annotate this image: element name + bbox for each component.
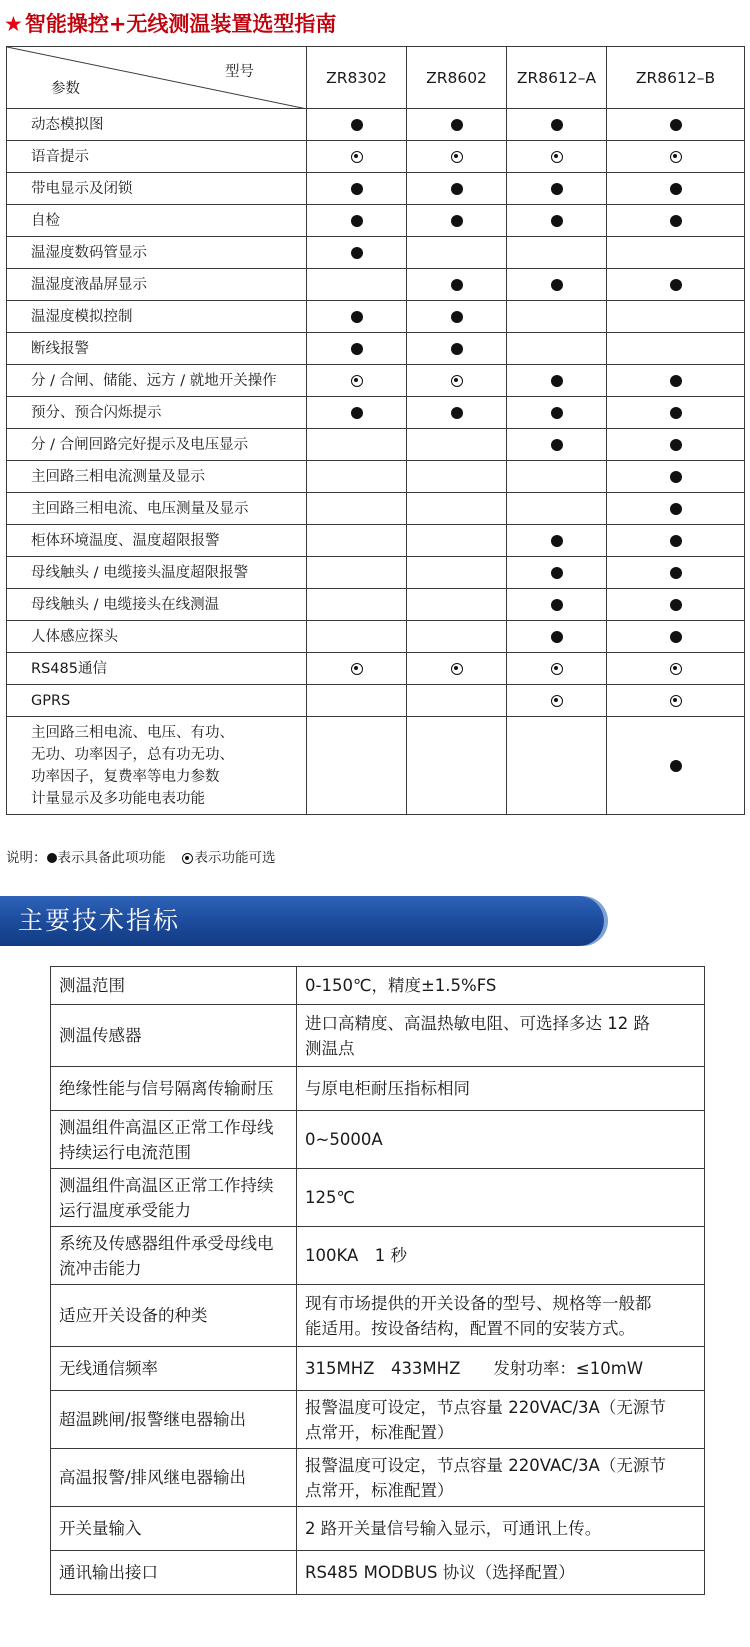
filled-dot-icon [351, 311, 363, 323]
table-row [7, 685, 745, 717]
filled-dot-icon [451, 183, 463, 195]
spec-row [51, 1551, 705, 1595]
spec-row [51, 1391, 705, 1449]
table-row [7, 429, 745, 461]
spec-value-line: 点常开，标准配置） [305, 1422, 454, 1442]
feature-label: RS485通信 [7, 653, 307, 685]
filled-dot-icon [551, 375, 563, 387]
spec-value-line: 报警温度可设定，节点容量 220VAC/3A（无源节 [305, 1455, 666, 1475]
feature-label: 温湿度模拟控制 [7, 301, 307, 333]
feature-mark-cell [607, 141, 745, 173]
filled-dot-icon [670, 599, 682, 611]
optional-circle-icon [670, 663, 682, 675]
feature-mark-cell [507, 621, 607, 653]
table-row [7, 237, 745, 269]
spec-key-line: 测温组件高温区正常工作母线 [59, 1117, 274, 1137]
feature-label: 母线触头 / 电缆接头在线测温 [7, 589, 307, 621]
feature-label: 语音提示 [7, 141, 307, 173]
spec-key-line: 流冲击能力 [59, 1258, 142, 1278]
feature-mark-cell [507, 717, 607, 815]
feature-mark-cell [307, 109, 407, 141]
feature-mark-cell [307, 397, 407, 429]
feature-mark-cell [607, 205, 745, 237]
filled-dot-icon [670, 760, 682, 772]
filled-dot-icon [670, 407, 682, 419]
filled-dot-icon [670, 471, 682, 483]
feature-label: 温湿度液晶屏显示 [7, 269, 307, 301]
table-row [7, 589, 745, 621]
filled-dot-icon [351, 247, 363, 259]
optional-circle-icon [670, 695, 682, 707]
filled-dot-icon [670, 503, 682, 515]
filled-dot-icon [551, 567, 563, 579]
spec-row [51, 967, 705, 1005]
spec-key [51, 1391, 297, 1449]
spec-value-line: 进口高精度、高温热敏电阻、可选择多达 12 路 [305, 1013, 650, 1033]
feature-mark-cell [507, 653, 607, 685]
optional-circle-icon [351, 151, 363, 163]
optional-circle-icon [351, 663, 363, 675]
feature-mark-cell [307, 365, 407, 397]
spec-value [297, 1551, 705, 1595]
filled-dot-icon [551, 407, 563, 419]
spec-key-line: 测温传感器 [59, 1026, 142, 1045]
spec-key [51, 1005, 297, 1067]
table-row [7, 493, 745, 525]
feature-mark-cell [307, 333, 407, 365]
feature-mark-cell [407, 173, 507, 205]
filled-dot-icon [551, 119, 563, 131]
spec-key [51, 967, 297, 1005]
spec-value-line: 报警温度可设定，节点容量 220VAC/3A（无源节 [305, 1397, 666, 1417]
filled-dot-icon [670, 375, 682, 387]
model-header: ZR8302 [307, 47, 407, 109]
feature-mark-cell [407, 365, 507, 397]
optional-circle-icon [451, 375, 463, 387]
spec-value [297, 1391, 705, 1449]
filled-dot-icon [451, 407, 463, 419]
feature-mark-cell [507, 493, 607, 525]
feature-mark-cell [307, 589, 407, 621]
feature-label: 带电显示及闭锁 [7, 173, 307, 205]
filled-dot-icon [670, 215, 682, 227]
diagonal-header-cell [7, 47, 307, 109]
spec-value [297, 1285, 705, 1347]
feature-mark-cell [607, 461, 745, 493]
feature-mark-cell [307, 685, 407, 717]
spec-key [51, 1067, 297, 1111]
spec-key [51, 1507, 297, 1551]
spec-key [51, 1285, 297, 1347]
spec-key [51, 1169, 297, 1227]
feature-mark-cell [607, 269, 745, 301]
spec-key-line: 持续运行电流范围 [59, 1142, 191, 1162]
spec-value-line: 点常开，标准配置） [305, 1480, 454, 1500]
spec-key-line: 高温报警/排风继电器输出 [59, 1468, 247, 1487]
spec-value-line: 0~5000A [305, 1130, 383, 1149]
table-row [7, 109, 745, 141]
feature-mark-cell [407, 333, 507, 365]
filled-dot-icon [670, 535, 682, 547]
spec-row [51, 1507, 705, 1551]
feature-mark-cell [607, 173, 745, 205]
feature-mark-cell [307, 461, 407, 493]
feature-mark-cell [307, 525, 407, 557]
table-row [7, 173, 745, 205]
table-row [7, 717, 745, 815]
legend [6, 846, 276, 866]
feature-mark-cell [507, 557, 607, 589]
feature-mark-cell [307, 621, 407, 653]
filled-dot-icon [451, 311, 463, 323]
selection-table [6, 46, 745, 815]
feature-mark-cell [507, 429, 607, 461]
spec-row [51, 1067, 705, 1111]
table-row [7, 653, 745, 685]
feature-mark-cell [307, 237, 407, 269]
feature-mark-cell [607, 493, 745, 525]
feature-label: 人体感应探头 [7, 621, 307, 653]
spec-row [51, 1347, 705, 1391]
feature-label-line: 主回路三相电流、电压、有功、 [31, 724, 234, 741]
feature-label: 分 / 合闸回路完好提示及电压显示 [7, 429, 307, 461]
feature-mark-cell [607, 333, 745, 365]
spec-value [297, 1449, 705, 1507]
feature-mark-cell [607, 237, 745, 269]
feature-mark-cell [507, 333, 607, 365]
model-header: ZR8612–A [507, 47, 607, 109]
feature-mark-cell [407, 493, 507, 525]
feature-mark-cell [407, 525, 507, 557]
table-header-row [7, 47, 745, 109]
feature-mark-cell [507, 205, 607, 237]
filled-dot-icon [551, 599, 563, 611]
feature-mark-cell [507, 589, 607, 621]
optional-circle-icon [451, 151, 463, 163]
feature-mark-cell [607, 557, 745, 589]
feature-mark-cell [307, 653, 407, 685]
table-row [7, 205, 745, 237]
spec-value [297, 967, 705, 1005]
spec-value [297, 1169, 705, 1227]
feature-mark-cell [607, 365, 745, 397]
feature-label: 主回路三相电流测量及显示 [7, 461, 307, 493]
feature-mark-cell [507, 461, 607, 493]
optional-circle-icon [551, 151, 563, 163]
feature-label-line: 计量显示及多功能电表功能 [31, 790, 205, 807]
spec-value-line: 能适用。按设备结构，配置不同的安装方式。 [305, 1318, 635, 1338]
feature-label: 母线触头 / 电缆接头温度超限报警 [7, 557, 307, 589]
table-row [7, 333, 745, 365]
feature-mark-cell [607, 685, 745, 717]
spec-table [50, 966, 705, 1595]
feature-mark-cell [607, 589, 745, 621]
page-title-text: 智能操控+无线测温装置选型指南 [24, 12, 337, 36]
spec-key-line: 超温跳闸/报警继电器输出 [59, 1410, 247, 1429]
spec-key-line: 通讯输出接口 [59, 1563, 158, 1582]
feature-mark-cell [607, 653, 745, 685]
feature-mark-cell [407, 429, 507, 461]
model-header: ZR8602 [407, 47, 507, 109]
feature-mark-cell [307, 173, 407, 205]
feature-mark-cell [607, 301, 745, 333]
model-header: ZR8612–B [607, 47, 745, 109]
legend-opt-text: 表示功能可选 [194, 850, 276, 866]
table-row [7, 397, 745, 429]
optional-circle-icon [451, 663, 463, 675]
feature-mark-cell [507, 301, 607, 333]
spec-value-line: RS485 MODBUS 协议（选择配置） [305, 1563, 575, 1582]
feature-mark-cell [607, 429, 745, 461]
feature-mark-cell [507, 397, 607, 429]
spec-key-line: 适应开关设备的种类 [59, 1306, 208, 1325]
feature-mark-cell [507, 237, 607, 269]
feature-mark-cell [507, 173, 607, 205]
filled-dot-icon [451, 119, 463, 131]
feature-mark-cell [407, 717, 507, 815]
section-banner [0, 896, 604, 946]
filled-dot-icon [451, 343, 463, 355]
feature-label: 自检 [7, 205, 307, 237]
filled-dot-icon [670, 119, 682, 131]
feature-mark-cell [507, 141, 607, 173]
feature-mark-cell [407, 461, 507, 493]
filled-dot-icon [670, 631, 682, 643]
filled-dot-icon [670, 567, 682, 579]
feature-mark-cell [407, 269, 507, 301]
feature-mark-cell [307, 717, 407, 815]
feature-label [7, 717, 307, 815]
star-icon: ★ [4, 12, 23, 36]
feature-mark-cell [607, 109, 745, 141]
spec-value [297, 1067, 705, 1111]
feature-mark-cell [407, 685, 507, 717]
spec-row [51, 1449, 705, 1507]
feature-mark-cell [507, 365, 607, 397]
spec-value [297, 1111, 705, 1169]
feature-label: 柜体环境温度、温度超限报警 [7, 525, 307, 557]
filled-dot-icon [551, 183, 563, 195]
feature-label-line: 功率因子，复费率等电力参数 [31, 768, 220, 785]
spec-key [51, 1227, 297, 1285]
feature-mark-cell [407, 141, 507, 173]
filled-dot-icon [351, 183, 363, 195]
section-title: 主要技术指标 [18, 906, 181, 935]
spec-row [51, 1227, 705, 1285]
spec-value [297, 1507, 705, 1551]
filled-dot-icon [670, 183, 682, 195]
filled-dot-icon [551, 279, 563, 291]
spec-value [297, 1005, 705, 1067]
optional-circle-icon [551, 663, 563, 675]
feature-mark-cell [307, 493, 407, 525]
filled-dot-icon [351, 407, 363, 419]
filled-dot-icon [47, 853, 57, 863]
spec-value [297, 1227, 705, 1285]
feature-mark-cell [507, 269, 607, 301]
feature-mark-cell [407, 557, 507, 589]
spec-key-line: 测温组件高温区正常工作持续 [59, 1175, 274, 1195]
feature-mark-cell [407, 653, 507, 685]
filled-dot-icon [670, 439, 682, 451]
feature-mark-cell [307, 269, 407, 301]
spec-value-line: 现有市场提供的开关设备的型号、规格等一般都 [305, 1293, 652, 1313]
page-title [4, 8, 336, 38]
spec-value-line: 与原电柜耐压指标相同 [305, 1079, 470, 1098]
optional-circle-icon [670, 151, 682, 163]
feature-mark-cell [507, 109, 607, 141]
feature-label: 主回路三相电流、电压测量及显示 [7, 493, 307, 525]
feature-mark-cell [607, 397, 745, 429]
feature-mark-cell [607, 621, 745, 653]
feature-mark-cell [407, 301, 507, 333]
filled-dot-icon [351, 119, 363, 131]
table-row [7, 301, 745, 333]
feature-label: GPRS [7, 685, 307, 717]
spec-key-line: 系统及传感器组件承受母线电 [59, 1233, 274, 1253]
header-model-label: 型号 [225, 64, 254, 80]
table-row [7, 365, 745, 397]
spec-value-line: 测温点 [305, 1038, 355, 1058]
spec-key-line: 运行温度承受能力 [59, 1200, 191, 1220]
spec-value [297, 1347, 705, 1391]
filled-dot-icon [551, 439, 563, 451]
feature-mark-cell [507, 525, 607, 557]
spec-row [51, 1111, 705, 1169]
spec-row [51, 1285, 705, 1347]
spec-key [51, 1551, 297, 1595]
table-row [7, 461, 745, 493]
filled-dot-icon [451, 279, 463, 291]
feature-label: 断线报警 [7, 333, 307, 365]
feature-mark-cell [407, 109, 507, 141]
spec-value-line: 2 路开关量信号输入显示，可通讯上传。 [305, 1519, 602, 1538]
filled-dot-icon [451, 215, 463, 227]
table-row [7, 141, 745, 173]
spec-key-line: 无线通信频率 [59, 1359, 158, 1378]
feature-mark-cell [607, 717, 745, 815]
optional-circle-icon [351, 375, 363, 387]
spec-row [51, 1169, 705, 1227]
feature-mark-cell [407, 205, 507, 237]
optional-circle-icon [182, 853, 193, 864]
feature-mark-cell [407, 237, 507, 269]
filled-dot-icon [670, 279, 682, 291]
feature-label: 温湿度数码管显示 [7, 237, 307, 269]
spec-value-line: 0-150℃，精度±1.5%FS [305, 976, 497, 995]
feature-mark-cell [407, 589, 507, 621]
optional-circle-icon [551, 695, 563, 707]
filled-dot-icon [351, 343, 363, 355]
feature-mark-cell [507, 685, 607, 717]
spec-key [51, 1449, 297, 1507]
feature-mark-cell [407, 621, 507, 653]
spec-key-line: 开关量输入 [59, 1519, 142, 1538]
feature-mark-cell [607, 525, 745, 557]
feature-mark-cell [407, 397, 507, 429]
spec-key-line: 测温范围 [59, 976, 125, 995]
table-row [7, 269, 745, 301]
feature-mark-cell [307, 301, 407, 333]
feature-label-line: 无功、功率因子，总有功无功、 [31, 746, 234, 763]
spec-key-line: 绝缘性能与信号隔离传输耐压 [59, 1079, 274, 1098]
table-row [7, 621, 745, 653]
filled-dot-icon [551, 631, 563, 643]
filled-dot-icon [551, 535, 563, 547]
spec-value-line: 315MHZ 433MHZ 发射功率：≤10mW [305, 1359, 644, 1378]
legend-prefix: 说明： [6, 850, 47, 866]
legend-dot-text: 表示具备此项功能 [57, 850, 166, 866]
spec-key [51, 1111, 297, 1169]
table-row [7, 525, 745, 557]
spec-row [51, 1005, 705, 1067]
feature-label: 动态模拟图 [7, 109, 307, 141]
feature-mark-cell [307, 557, 407, 589]
spec-value-line: 100KA 1 秒 [305, 1246, 408, 1265]
header-param-label: 参数 [51, 81, 80, 97]
feature-label: 分 / 合闸、储能、远方 / 就地开关操作 [7, 365, 307, 397]
feature-mark-cell [307, 429, 407, 461]
filled-dot-icon [351, 215, 363, 227]
spec-key [51, 1347, 297, 1391]
filled-dot-icon [551, 215, 563, 227]
feature-mark-cell [307, 205, 407, 237]
spec-value-line: 125℃ [305, 1188, 356, 1207]
feature-mark-cell [307, 141, 407, 173]
feature-label: 预分、预合闪烁提示 [7, 397, 307, 429]
table-row [7, 557, 745, 589]
